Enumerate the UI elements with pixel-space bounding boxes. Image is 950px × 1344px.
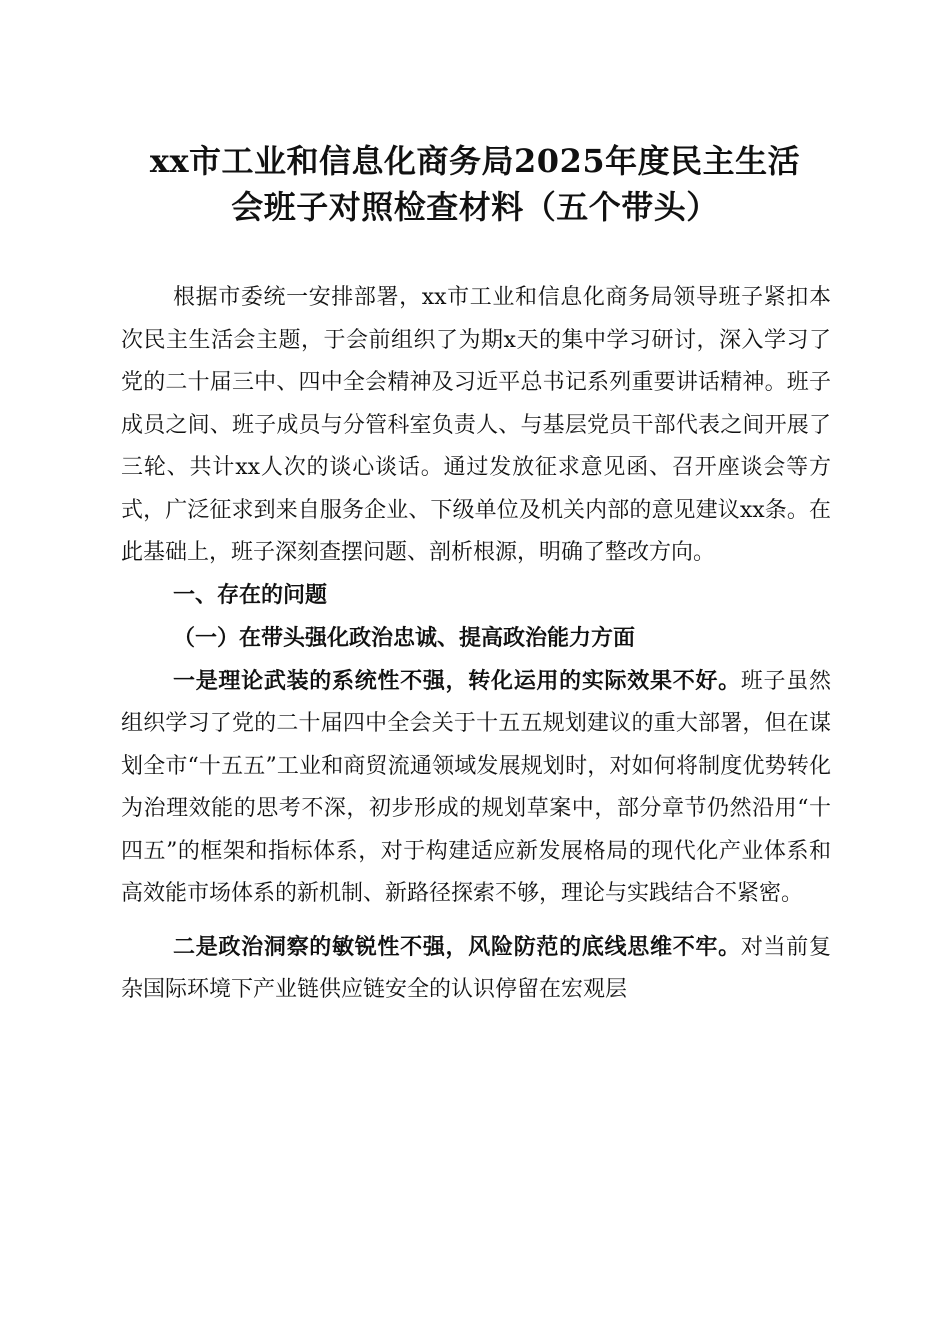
point-2-body: 对当前复杂国际环境下产业链供应链安全的认识停留在宏观层 [121,934,831,1002]
title-line-1: xx市工业和信息化商务局2025年度民主生活 [149,142,801,180]
title-line-2: 会班子对照检查材料（五个带头） [231,188,719,226]
point-2-lead: 二是政治洞察的敏锐性不强，风险防范的底线思维不牢。 [173,933,741,960]
point-1-paragraph [121,660,831,916]
point-1-lead: 一是理论武装的系统性不强，转化运用的实际效果不好。 [173,667,741,694]
document-body [121,277,831,1012]
section-heading-problems: 一、存在的问题 [173,582,328,608]
paragraph-gap [121,916,831,926]
point-2-paragraph [121,926,831,1012]
subsection-heading-political-loyalty: （一）在带头强化政治忠诚、提高政治能力方面 [173,625,636,651]
point-1-body: 班子虽然组织学习了党的二十届四中全会关于十五五规划建议的重大部署，但在谋划全市“十五五”工业和商贸流通领域发展规划时，对如何将制度优势转化为治理效能的思考不深，初步形成的规划草案中，部分章节仍然沿用“十四五”的框架和指标体系，对于构建适应新发展格局的现代化产业体系和高效能市场体系的新机制、新路径探索不够，理论与实践结合不紧密。 [121,668,831,906]
document-title [90,138,860,230]
intro-paragraph: 根据市委统一安排部署，xx市工业和信息化商务局领导班子紧扣本次民主生活会主题，于会前组织了为期x天的集中学习研讨，深入学习了党的二十届三中、四中全会精神及习近平总书记系列重要讲话精神。班子成员之间、班子成员与分管科室负责人、与基层党员干部代表之间开展了三轮、共计xx人次的谈心谈话。通过发放征求意见函、召开座谈会等方式，广泛征求到来自服务企业、下级单位及机关内部的意见建议xx条。在此基础上，班子深刻查摆问题、剖析根源，明确了整改方向。 [121,285,831,565]
